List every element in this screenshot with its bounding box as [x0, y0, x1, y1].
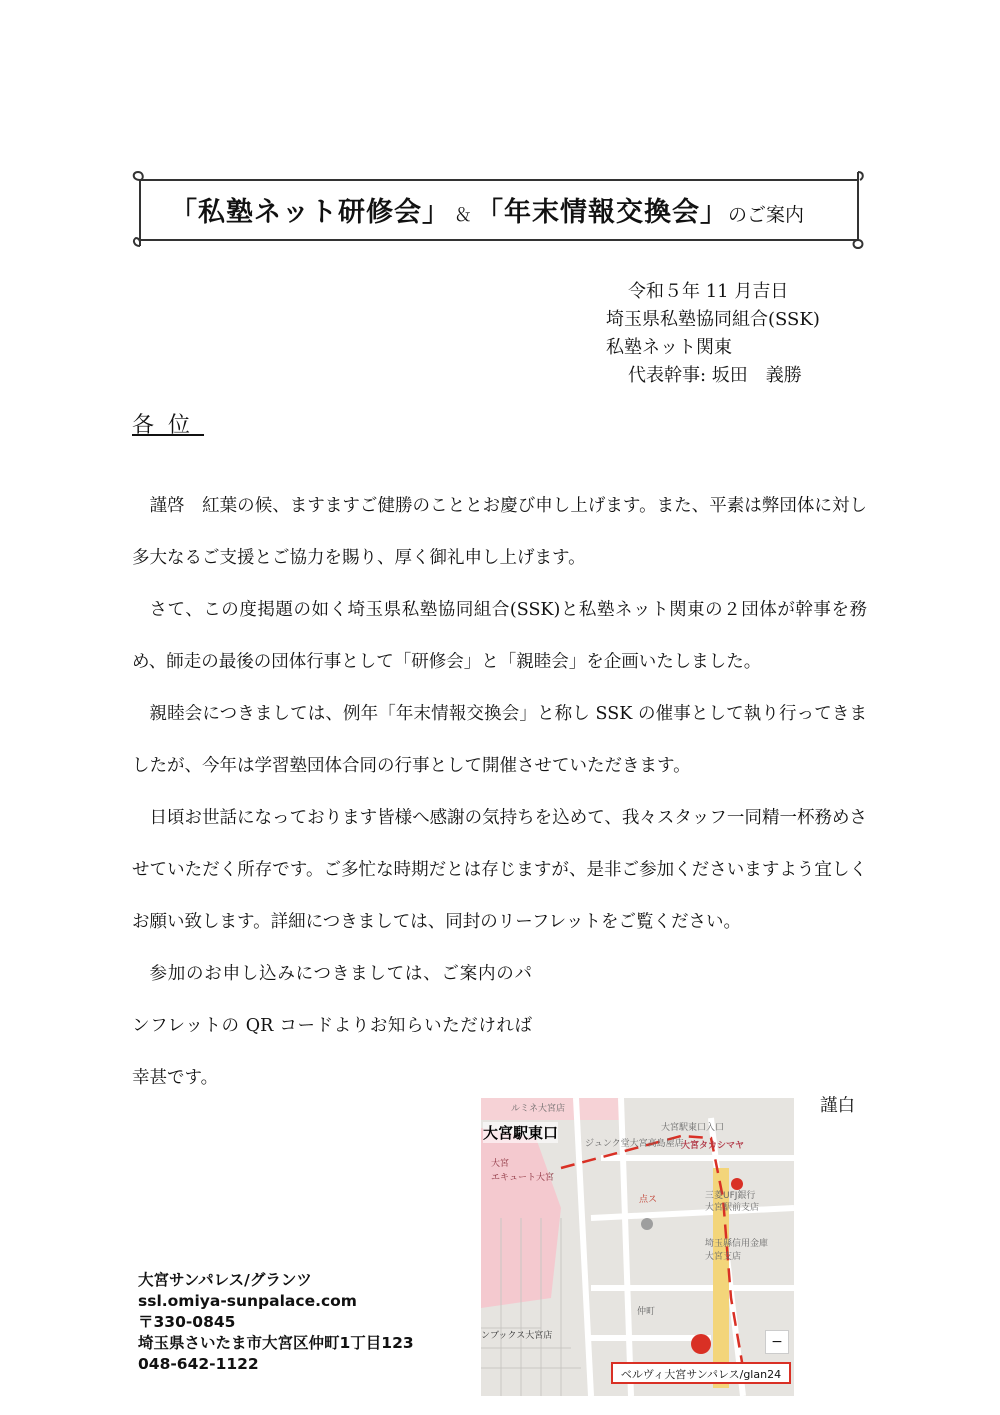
map-label: ンブックス大宮店	[481, 1331, 553, 1341]
map-label: 仲町	[637, 1307, 656, 1317]
sender-org-2: 私塾ネット関東	[606, 337, 732, 358]
map-label: 大宮駅東口入口	[661, 1123, 725, 1133]
map-label: ルミネ大宮店	[511, 1104, 566, 1114]
paragraph: 日頃お世話になっております皆様へ感謝の気持ちを込めて、我々スタッフ一同精一杯務めさせていただく所存です。ご多忙な時期だとは存じますが、是非ご参加くださいますよう宜しくお願い致します。詳細につきましては、同封のリーフレットをご覧ください。	[132, 808, 867, 932]
map-label: 大宮駅前支店	[705, 1203, 760, 1213]
date: 令和５年 11 月吉日	[628, 281, 789, 302]
venue-address: 埼玉県さいたま市大宮区仲町1丁目123	[138, 1334, 414, 1352]
map-label: エキュート大宮	[491, 1173, 555, 1183]
venue-map	[481, 1098, 794, 1396]
map-label: 点ス	[639, 1195, 658, 1205]
title-part2: 「年末情報交換会」	[476, 197, 728, 228]
title-part1: 「私塾ネット研修会」	[170, 197, 450, 228]
destination-pin-icon	[691, 1334, 711, 1354]
page-title	[170, 190, 860, 229]
letter-body	[132, 480, 867, 1104]
sender-representative: 代表幹事: 坂田 義勝	[628, 365, 802, 386]
venue-name: 大宮サンパレス/グランツ	[138, 1271, 312, 1289]
paragraph: さて、この度掲題の如く埼玉県私塾協同組合(SSK)と私塾ネット関東の２団体が幹事を務め、師走の最後の団体行事として「研修会」と「親睦会」を企画いたしました。	[132, 600, 867, 672]
destination-label: ベルヴィ大宮サンパレス/glan24	[611, 1362, 791, 1384]
venue-postal: 〒330-0845	[138, 1313, 236, 1331]
venue-phone: 048-642-1122	[138, 1355, 259, 1373]
map-label: 大宮タカシマヤ	[681, 1141, 745, 1151]
venue-url: ssl.omiya-sunpalace.com	[138, 1292, 357, 1310]
map-label: 三菱UFJ銀行	[705, 1191, 756, 1201]
map-label: 埼玉縣信用金庫大宮支店	[705, 1239, 769, 1262]
paragraph: 謹啓 紅葉の候、ますますご健勝のこととお慶び申し上げます。また、平素は弊団体に対し多大なるご支援とご協力を賜り、厚く御礼申し上げます。	[132, 496, 867, 568]
paragraph: 参加のお申し込みにつきましては、ご案内のパンフレットの QR コードよりお知らいただければ幸甚です。	[132, 964, 532, 1088]
paragraph: 親睦会につきましては、例年「年末情報交換会」と称し SSK の催事として執り行ってきましたが、今年は学習塾団体合同の行事として開催させていただきます。	[132, 704, 867, 776]
addressee: 各位	[132, 413, 205, 438]
map-zoom-control[interactable]: −	[765, 1330, 789, 1354]
venue-info	[138, 1270, 414, 1375]
map-label: 大宮	[491, 1159, 510, 1169]
sender-org-1: 埼玉県私塾協同組合(SSK)	[606, 309, 820, 330]
title-amp: ＆	[454, 205, 472, 226]
title-part3: のご案内	[728, 204, 805, 226]
map-station-label: 大宮駅東口	[483, 1124, 559, 1142]
sender-block	[606, 278, 820, 390]
closing: 謹白	[820, 1096, 855, 1116]
map-label: ジュンク堂大宮高島屋店	[585, 1139, 684, 1149]
